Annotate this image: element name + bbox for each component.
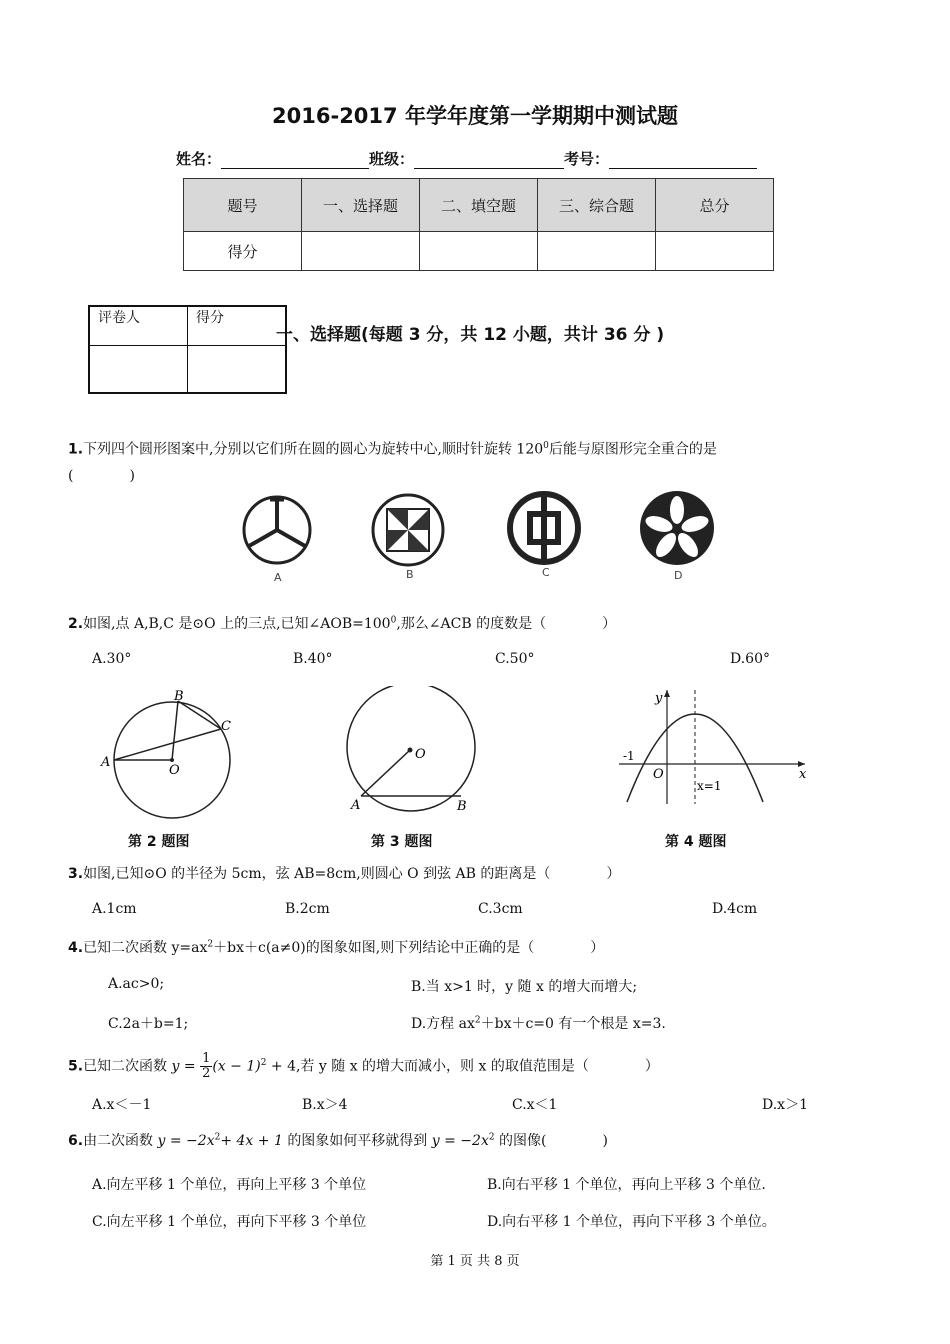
q4-optd-sup: 2 — [474, 1015, 481, 1026]
figure-d — [640, 491, 714, 565]
figure-a — [244, 497, 310, 563]
q6-number: 6. — [68, 1133, 84, 1149]
q1-text2: 后能与原图形完全重合的是 — [548, 441, 717, 458]
q4-option-b: B.当 x>1 时，y 随 x 的增大而增大; — [411, 979, 638, 995]
score-cell — [420, 232, 538, 271]
class-label: 班级： — [369, 150, 415, 168]
q3-option-d: D.4cm — [712, 901, 758, 917]
question-3 — [68, 863, 620, 883]
q6-text: 由二次函数 — [83, 1133, 154, 1149]
q2-number: 2. — [68, 616, 84, 632]
fig3-label-b: B — [457, 799, 467, 814]
score-header-cell: 一、选择题 — [302, 179, 420, 232]
fig-label-a: A — [274, 571, 282, 584]
score-header-cell: 三、综合题 — [538, 179, 656, 232]
q5-number: 5. — [68, 1058, 84, 1075]
q4-option-d — [411, 1013, 666, 1033]
question-6 — [68, 1130, 608, 1150]
student-info-line — [176, 148, 757, 169]
q6-option-d: D.向右平移 1 个单位，再向下平移 3 个单位。 — [487, 1214, 776, 1230]
score-cell — [538, 232, 656, 271]
q6-text2: 的图象如何平移就得到 — [287, 1133, 428, 1149]
grader-cell — [89, 346, 188, 394]
question-4 — [68, 937, 604, 957]
q6-formula1-sup: 2 — [214, 1132, 221, 1143]
q4-number: 4. — [68, 940, 84, 956]
fig2-caption: 第 2 题图 — [128, 834, 190, 850]
figure-b — [373, 495, 443, 565]
fig2-label-c: C — [221, 719, 231, 734]
grader-label: 评卷人 — [89, 306, 188, 346]
grader-cell — [188, 346, 287, 394]
fig4-label-y: y — [655, 691, 663, 706]
figure-c — [510, 494, 578, 562]
class-blank — [414, 150, 564, 169]
q6-formula1-tail: + 4x + 1 — [220, 1133, 283, 1149]
fig4-label-neg1: -1 — [623, 749, 635, 763]
q5-text2: ,若 y 随 x 的增大而减小，则 x 的取值范围是（ ） — [295, 1058, 659, 1075]
page-footer: 第 1 页 共 8 页 — [430, 1254, 520, 1269]
score-header-cell: 题号 — [184, 179, 302, 232]
q4-option-c: C.2a＋b=1; — [108, 1016, 189, 1032]
q2-text2: ,那么∠ACB 的度数是（ ） — [396, 616, 617, 632]
q4-text: 已知二次函数 y=ax — [83, 940, 208, 956]
q5-option-b: B.x＞4 — [302, 1097, 348, 1113]
q5-option-d: D.x＞1 — [762, 1097, 808, 1113]
fig2-label-b: B — [174, 689, 184, 704]
exam-no-label: 考号： — [564, 150, 610, 168]
score-row-label: 得分 — [184, 232, 302, 271]
score-header-cell: 总分 — [656, 179, 774, 232]
q2-option-a: A.30° — [92, 651, 132, 667]
q1-sup: 0 — [543, 441, 549, 451]
fig3-caption: 第 3 题图 — [371, 834, 433, 850]
q6-option-b: B.向右平移 1 个单位，再向上平移 3 个单位. — [487, 1177, 766, 1193]
q2-text: 如图,点 A,B,C 是⊙O 上的三点,已知∠AOB=100 — [83, 616, 391, 632]
q5-formula-lhs: y = — [171, 1058, 196, 1075]
q4-sup: 2 — [207, 939, 214, 950]
figure-3 — [340, 686, 480, 816]
score-table — [183, 178, 774, 271]
score-cell — [302, 232, 420, 271]
q6-option-c: C.向左平移 1 个单位，再向下平移 3 个单位 — [92, 1214, 367, 1230]
fig-label-d: D — [674, 569, 683, 582]
fig4-caption: 第 4 题图 — [665, 834, 727, 850]
section-heading: 一、选择题(每题 3 分，共 12 小题，共计 36 分 ) — [276, 325, 665, 345]
q1-answer-paren: ( ) — [68, 467, 135, 484]
grader-score-label: 得分 — [188, 306, 287, 346]
q2-option-c: C.50° — [495, 651, 535, 667]
fig-label-b: B — [406, 568, 414, 581]
q5-option-c: C.x＜1 — [512, 1097, 558, 1113]
q5-formula-rhs: (x − 1) — [212, 1058, 261, 1075]
q5-text: 已知二次函数 — [83, 1058, 168, 1075]
q5-option-a: A.x＜－1 — [92, 1097, 152, 1113]
q6-formula2: y = −2x — [431, 1133, 489, 1149]
q5-frac-num: 1 — [202, 1051, 211, 1067]
fig-label-c: C — [542, 566, 550, 579]
fig4-label-o: O — [653, 767, 664, 782]
fig3-label-a: A — [351, 798, 361, 813]
q3-option-c: C.3cm — [478, 901, 523, 917]
q5-fraction — [200, 1052, 212, 1081]
score-header-cell: 二、填空题 — [420, 179, 538, 232]
q5-formula-tail: + 4 — [270, 1058, 296, 1075]
fig2-label-o: O — [169, 763, 180, 778]
q1-number: 1. — [68, 441, 84, 458]
q6-formula2-sup: 2 — [488, 1132, 495, 1143]
exam-no-blank — [609, 150, 757, 169]
question-2 — [68, 613, 616, 633]
q6-formula1: y = −2x — [157, 1133, 215, 1149]
q2-sup: 0 — [390, 615, 397, 626]
fig4-label-x: x — [799, 767, 807, 782]
question-5 — [68, 1046, 659, 1084]
q5-frac-den: 2 — [202, 1066, 211, 1082]
q4-optd-part2: ＋bx＋c=0 有一个根是 x=3. — [480, 1016, 666, 1032]
q3-option-a: A.1cm — [92, 901, 137, 917]
q4-option-a: A.ac>0; — [108, 976, 165, 992]
fig4-label-axis: x=1 — [697, 779, 722, 793]
q3-option-b: B.2cm — [285, 901, 330, 917]
name-blank — [221, 150, 369, 169]
q4-text2: ＋bx＋c(a≠0)的图象如图,则下列结论中正确的是（ ） — [213, 940, 605, 956]
q6-option-a: A.向左平移 1 个单位，再向上平移 3 个单位 — [92, 1177, 367, 1193]
fig2-label-a: A — [101, 755, 111, 770]
q6-text3: 的图像( ) — [499, 1133, 608, 1149]
q3-text: 如图,已知⊙O 的半径为 5cm，弦 AB=8cm,则圆心 O 到弦 AB 的距离是（ ） — [83, 866, 621, 882]
q1-text: 下列四个圆形图案中,分别以它们所在圆的圆心为旋转中心,顺时针旋转 120 — [83, 441, 544, 458]
q3-number: 3. — [68, 866, 84, 882]
page-title: 2016-2017 年学年度第一学期期中测试题 — [272, 104, 678, 128]
q1-figures — [222, 480, 730, 592]
q5-formula-sup: 2 — [260, 1058, 267, 1068]
q2-option-d: D.60° — [730, 651, 770, 667]
grader-table — [88, 305, 287, 394]
score-cell — [656, 232, 774, 271]
q2-option-b: B.40° — [293, 651, 333, 667]
name-label: 姓名： — [176, 150, 222, 168]
figure-4 — [615, 686, 815, 808]
figure-2 — [98, 686, 248, 822]
q4-optd-part1: D.方程 ax — [411, 1016, 475, 1032]
fig3-label-o: O — [415, 747, 426, 762]
